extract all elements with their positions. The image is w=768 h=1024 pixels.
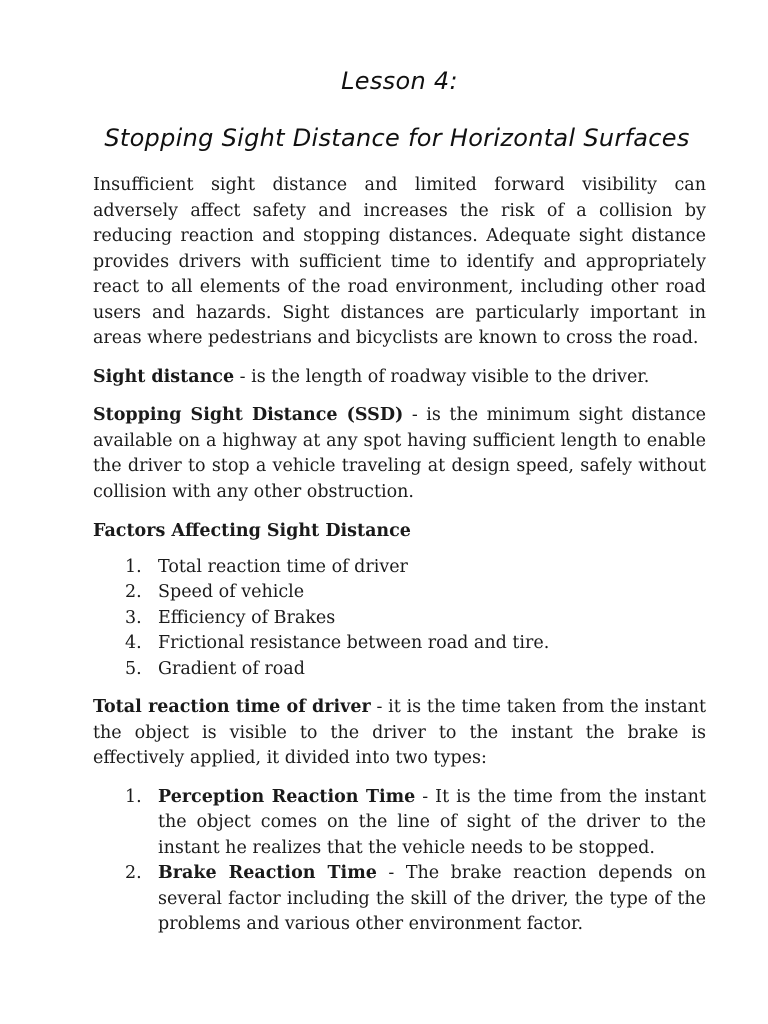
list-item-text: Speed of vehicle	[158, 582, 305, 602]
list-item	[93, 657, 706, 683]
factors-list	[93, 555, 706, 683]
list-item-description: - The brake reaction depends on several factor including the skill of the driver, the type of the problems and various other environment factor.	[158, 863, 706, 934]
definition-term: Sight distance	[93, 366, 235, 387]
reaction-types-list	[93, 785, 706, 938]
list-number: 4.	[125, 633, 142, 653]
lesson-subtitle: Stopping Sight Distance for Horizontal Surfaces	[104, 124, 690, 152]
list-item-term: Brake Reaction Time	[158, 863, 377, 883]
list-number: 1.	[125, 786, 142, 807]
definition-text: - it is the time taken from the instant the object is visible to the driver to the instant the brake is effectively applied, it divided into two types:	[93, 697, 706, 768]
list-number: 2.	[125, 582, 142, 602]
list-item	[93, 580, 706, 606]
sight-distance-definition	[93, 365, 706, 391]
list-item-text: Gradient of road	[158, 658, 305, 679]
list-item	[93, 631, 706, 657]
list-item	[93, 785, 706, 862]
list-item	[93, 606, 706, 632]
definition-text: - is the length of roadway visible to the driver.	[234, 366, 650, 387]
list-item-text	[158, 861, 706, 938]
list-item-text: Efficiency of Brakes	[158, 607, 336, 628]
list-number: 3.	[125, 607, 142, 628]
list-item	[93, 555, 706, 581]
list-item-text: Frictional resistance between road and tire.	[158, 633, 550, 653]
factors-heading: Factors Affecting Sight Distance	[93, 521, 411, 541]
intro-paragraph: Insufficient sight distance and limited forward visibility can adversely affect safety and increases the risk of a collision by reducing reaction and stopping distances. Adequate sight distance provides drivers with sufficient time to identify and appropriately react to all elements of the road environment, including other road users and hazards. Sight distances are particularly important in areas where pedestrians and bicyclists are known to cross the road.	[93, 175, 706, 348]
list-item-description: - It is the time from the instant the object comes on the line of sight of the driver to the instant he realizes that the vehicle needs to be stopped.	[158, 786, 706, 858]
list-item-text: Total reaction time of driver	[158, 556, 408, 577]
lesson-title: Lesson 4:	[341, 67, 458, 95]
list-item-text	[158, 785, 706, 862]
list-item	[93, 861, 706, 938]
definition-text: - is the minimum sight distance available on a highway at any spot having sufficient length to enable the driver to stop a vehicle traveling at design speed, safely without collision with any other obstruction.	[93, 405, 706, 502]
total-reaction-definition	[93, 695, 706, 772]
definition-term: Total reaction time of driver	[93, 697, 371, 717]
ssd-definition	[93, 403, 706, 505]
definition-term: Stopping Sight Distance (SSD)	[93, 405, 404, 425]
list-item-term: Perception Reaction Time	[158, 786, 416, 807]
list-number: 2.	[125, 863, 142, 883]
list-number: 5.	[125, 658, 142, 679]
list-number: 1.	[125, 556, 142, 577]
